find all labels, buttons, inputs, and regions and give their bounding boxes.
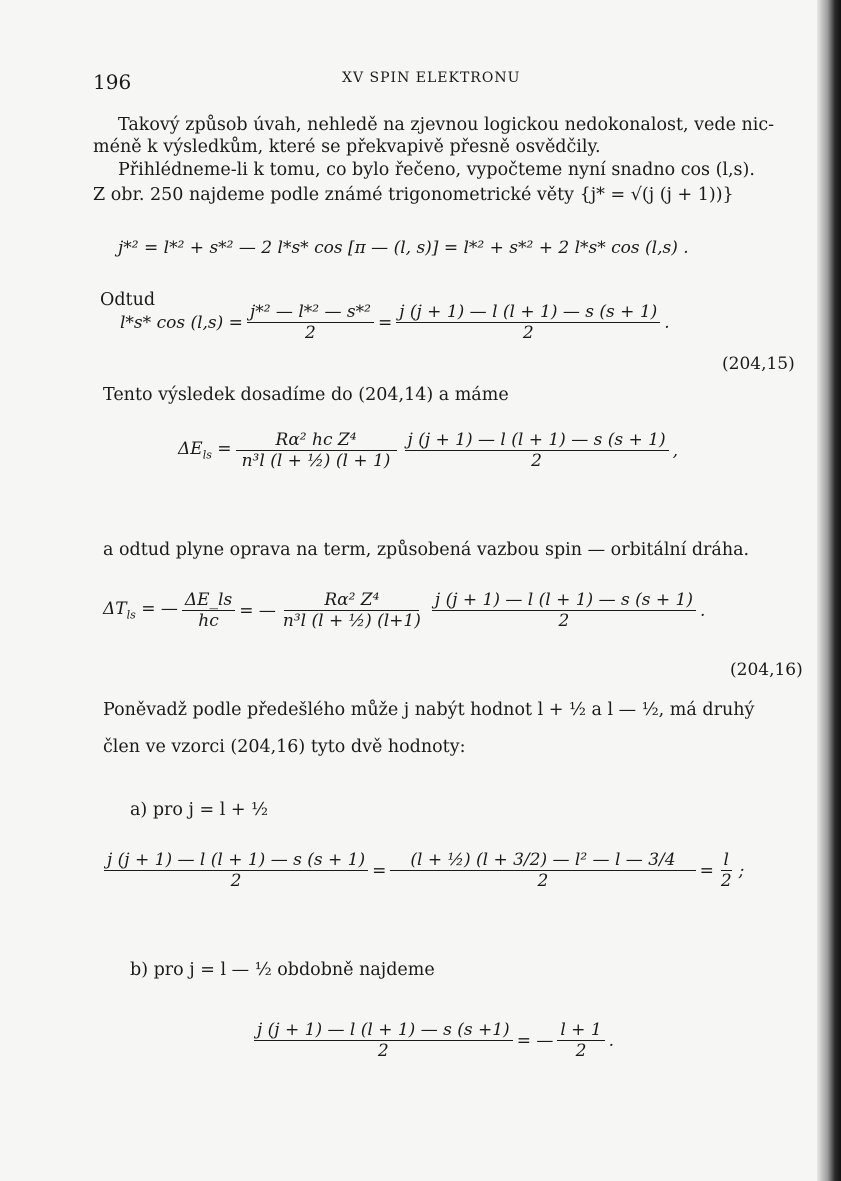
- equals-sign: =: [377, 312, 393, 333]
- page-number: 196: [93, 70, 132, 94]
- fraction-denominator: 2: [377, 1041, 389, 1061]
- semicolon: ;: [738, 860, 745, 881]
- fraction-denominator: 2: [305, 323, 316, 343]
- fraction-denominator: n³l (l + ½) (l + 1): [241, 451, 391, 471]
- eq4-fraction-1: [182, 590, 235, 631]
- fraction-numerator: l: [721, 850, 732, 871]
- fraction-numerator: ΔE_ls: [182, 590, 235, 611]
- case-b-label: b) pro j = l — ½ obdobně najdeme: [130, 960, 435, 980]
- equation-case-b: [250, 1020, 614, 1061]
- equation-204-15: [120, 302, 670, 343]
- paragraph-1-line-1: Takový způsob úvah, nehledě na zjevnou logickou nedokonalost, vede nic-: [118, 115, 775, 135]
- case-a-label: a) pro j = l + ½: [130, 800, 269, 820]
- fraction-numerator: j (j + 1) — l (l + 1) — s (s + 1): [405, 430, 669, 451]
- fraction-numerator: (l + ½) (l + 3/2) — l² — l — 3/4: [390, 850, 695, 871]
- equals-minus: = —: [516, 1030, 554, 1051]
- fraction-numerator: Rα² hc Z⁴: [236, 430, 397, 451]
- paragraph-2-line-1: Přihlédneme-li k tomu, co bylo řečeno, vypočteme nyní snadno cos (l,s).: [118, 160, 755, 180]
- fraction-denominator: 2: [558, 611, 570, 631]
- fraction-numerator: Rα² Z⁴: [284, 590, 419, 611]
- fraction-denominator: 2: [575, 1041, 587, 1061]
- eq5-fraction-3: [718, 850, 735, 891]
- equals-sign: =: [372, 860, 387, 881]
- fraction-numerator: j*² — l*² — s*²: [247, 302, 374, 323]
- paragraph-2-line-2: Z obr. 250 najdeme podle známé trigonometrické věty {j* = √(j (j + 1))}: [93, 185, 734, 205]
- fraction-denominator: 2: [531, 451, 542, 471]
- eq2-fraction-1: [247, 302, 374, 343]
- equation-delta-t: [103, 590, 705, 631]
- fraction-numerator: j (j + 1) — l (l + 1) — s (s +1): [254, 1020, 513, 1041]
- fraction-denominator: n³l (l + ½) (l+1): [282, 611, 421, 631]
- fraction-numerator: j (j + 1) — l (l + 1) — s (s + 1): [432, 590, 696, 611]
- equals-sign: =: [699, 860, 714, 881]
- fraction-denominator: 2: [720, 871, 732, 891]
- period: .: [699, 600, 706, 621]
- eq4-fraction-3: [432, 590, 696, 631]
- fraction-numerator: j (j + 1) — l (l + 1) — s (s + 1): [396, 302, 660, 323]
- paragraph-5-line-2: člen ve vzorci (204,16) tyto dvě hodnoty:: [103, 737, 466, 757]
- paragraph-3: Tento výsledek dosadíme do (204,14) a máme: [103, 385, 509, 405]
- eq3-fraction-2: [405, 430, 669, 471]
- eq6-fraction-2: [557, 1020, 604, 1061]
- eq2-fraction-2: [396, 302, 660, 343]
- equation-label-204-15: (204,15): [722, 354, 795, 374]
- equation-cosine-law: j*² = l*² + s*² — 2 l*s* cos [π — (l, s)] = l*² + s*² + 2 l*s* cos (l,s) .: [118, 238, 689, 258]
- paragraph-4: a odtud plyne oprava na term, způsobená vazbou spin — orbitální dráha.: [103, 540, 750, 560]
- fraction-denominator: 2: [230, 871, 242, 891]
- equation-delta-e: [178, 430, 678, 471]
- fraction-denominator: hc: [198, 611, 219, 631]
- page-binding-edge: [817, 0, 841, 1181]
- eq5-fraction-1: [104, 850, 368, 891]
- equals-minus: = —: [239, 600, 276, 621]
- comma: ,: [672, 440, 679, 461]
- period: .: [608, 1030, 615, 1051]
- equation-label-204-16: (204,16): [730, 660, 803, 680]
- eq3-fraction-1: [236, 430, 397, 471]
- equation-case-a: [100, 850, 744, 891]
- fraction-numerator: l + 1: [557, 1020, 604, 1041]
- eq4-fraction-2: [280, 590, 424, 631]
- eq3-lhs: $\Delta E_{ls}$ =: [178, 439, 232, 462]
- eq2-lhs: l*s* cos (l,s) =: [120, 312, 243, 333]
- fraction-numerator: j (j + 1) — l (l + 1) — s (s + 1): [104, 850, 368, 871]
- odtud-label: Odtud: [100, 290, 156, 310]
- paragraph-5-line-1: Poněvadž podle předešlého může j nabýt hodnot l + ½ a l — ½, má druhý: [103, 700, 755, 720]
- paragraph-1-line-2: méně k výsledkům, které se překvapivě přesně osvědčily.: [93, 137, 601, 157]
- running-header: XV SPIN ELEKTRONU: [342, 70, 521, 86]
- eq6-fraction-1: [254, 1020, 513, 1061]
- fraction-denominator: 2: [522, 323, 534, 343]
- eq5-fraction-2: [390, 850, 695, 891]
- fraction-denominator: 2: [537, 871, 549, 891]
- eq4-lhs: $\Delta T_{ls}$ = —: [103, 599, 178, 622]
- period: .: [664, 312, 670, 333]
